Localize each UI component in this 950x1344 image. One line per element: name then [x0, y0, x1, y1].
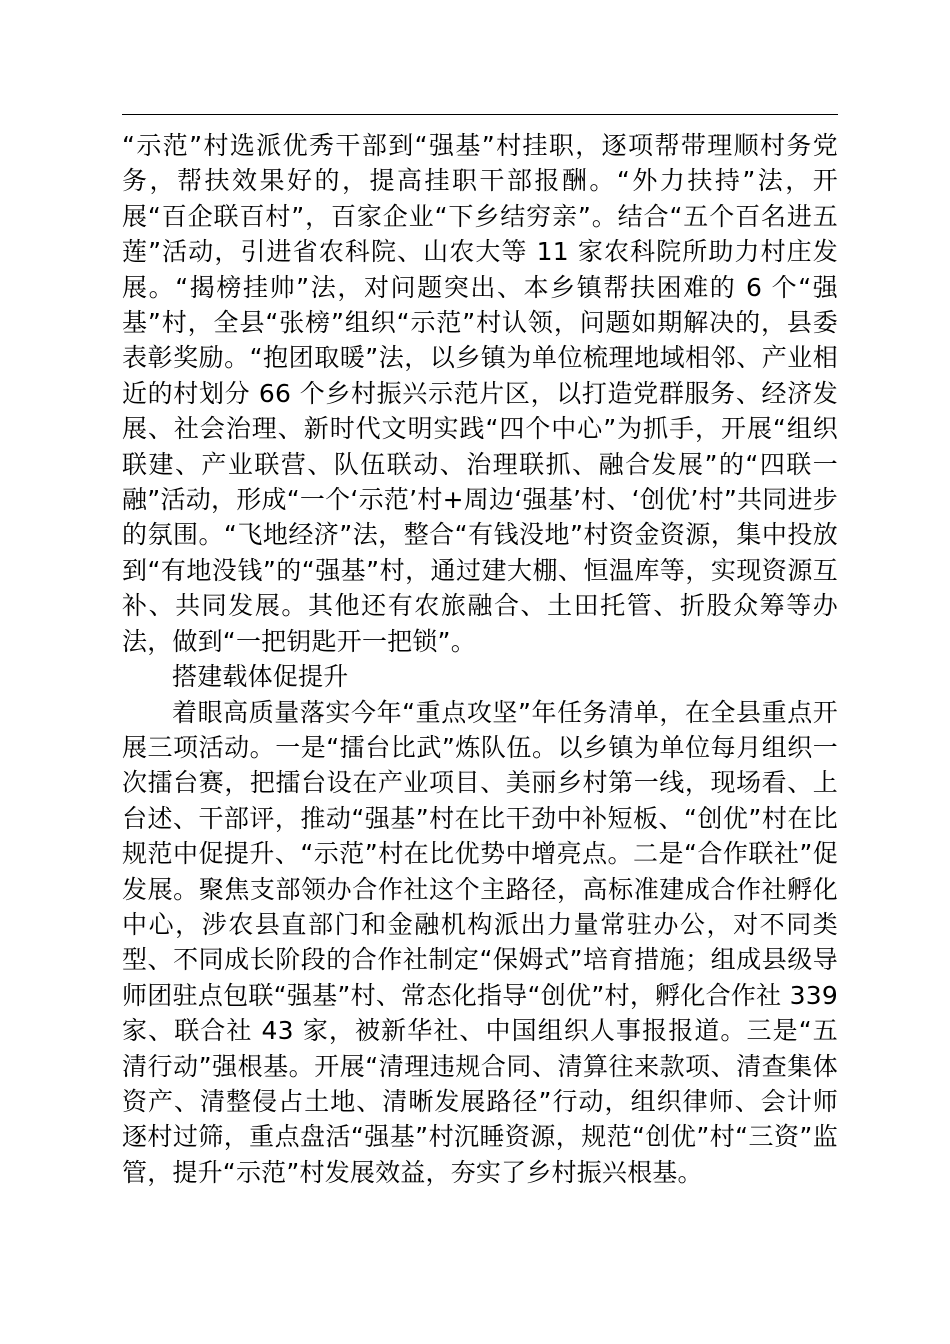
- section-heading: 搭建载体促提升: [172, 662, 349, 692]
- paragraph-activities: 着眼高质量落实今年“重点攻坚”年任务清单，在全县重点开展三项活动。一是“擂台比武”炼队伍。以乡镇为单位每月组织一次擂台赛，把擂台设在产业项目、美丽乡村第一线，现场看、上台述、干部评，推动“强基”村在比干劲中补短板、“创优”村在比规范中促提升、“示范”村在比优势中增亮点。二是“合作联社”促发展。聚焦支部领办合作社这个主路径，高标准建成合作社孵化中心，涉农县直部门和金融机构派出力量常驻办公，对不同类型、不同成长阶段的合作社制定“保姆式”培育措施；组成县级导师团驻点包联“强基”村、常态化指导“创优”村，孵化合作社 339 家、联合社 43 家，被新华社、中国组织人事报报道。三是“五清行动”强根基。开展“清理违规合同、清算往来款项、清查集体资产、清整侵占土地、清晰发展路径”行动，组织律师、会计师逐村过筛，重点盘活“强基”村沉睡资源，规范“创优”村“三资”监管，提升“示范”村发展效益，夯实了乡村振兴根基。: [122, 697, 838, 1187]
- body-text: [122, 128, 838, 1190]
- header-rule: [122, 114, 838, 115]
- paragraph-continued: “示范”村选派优秀干部到“强基”村挂职，逐项帮带理顺村务党务，帮扶效果好的，提高挂职干部报酬。“外力扶持”法，开展“百企联百村”，百家企业“下乡结穷亲”。结合“五个百名进五莲”活动，引进省农科院、山农大等 11 家农科院所助力村庄发展。“揭榜挂帅”法，对问题突出、本乡镇帮扶困难的 6 个“强基”村，全县“张榜”组织“示范”村认领，问题如期解决的，县委表彰奖励。“抱团取暖”法，以乡镇为单位梳理地域相邻、产业相近的村划分 66 个乡村振兴示范片区，以打造党群服务、经济发展、社会治理、新时代文明实践“四个中心”为抓手，开展“组织联建、产业联营、队伍联动、治理联抓、融合发展”的“四联一融”活动，形成“一个‘示范’村+周边‘强基’村、‘创优’村”共同进步的氛围。“飞地经济”法，整合“有钱没地”村资金资源，集中投放到“有地没钱”的“强基”村，通过建大棚、恒温库等，实现资源互补、共同发展。其他还有农旅融合、土田托管、折股众筹等办法，做到“一把钥匙开一把锁”。: [122, 131, 838, 656]
